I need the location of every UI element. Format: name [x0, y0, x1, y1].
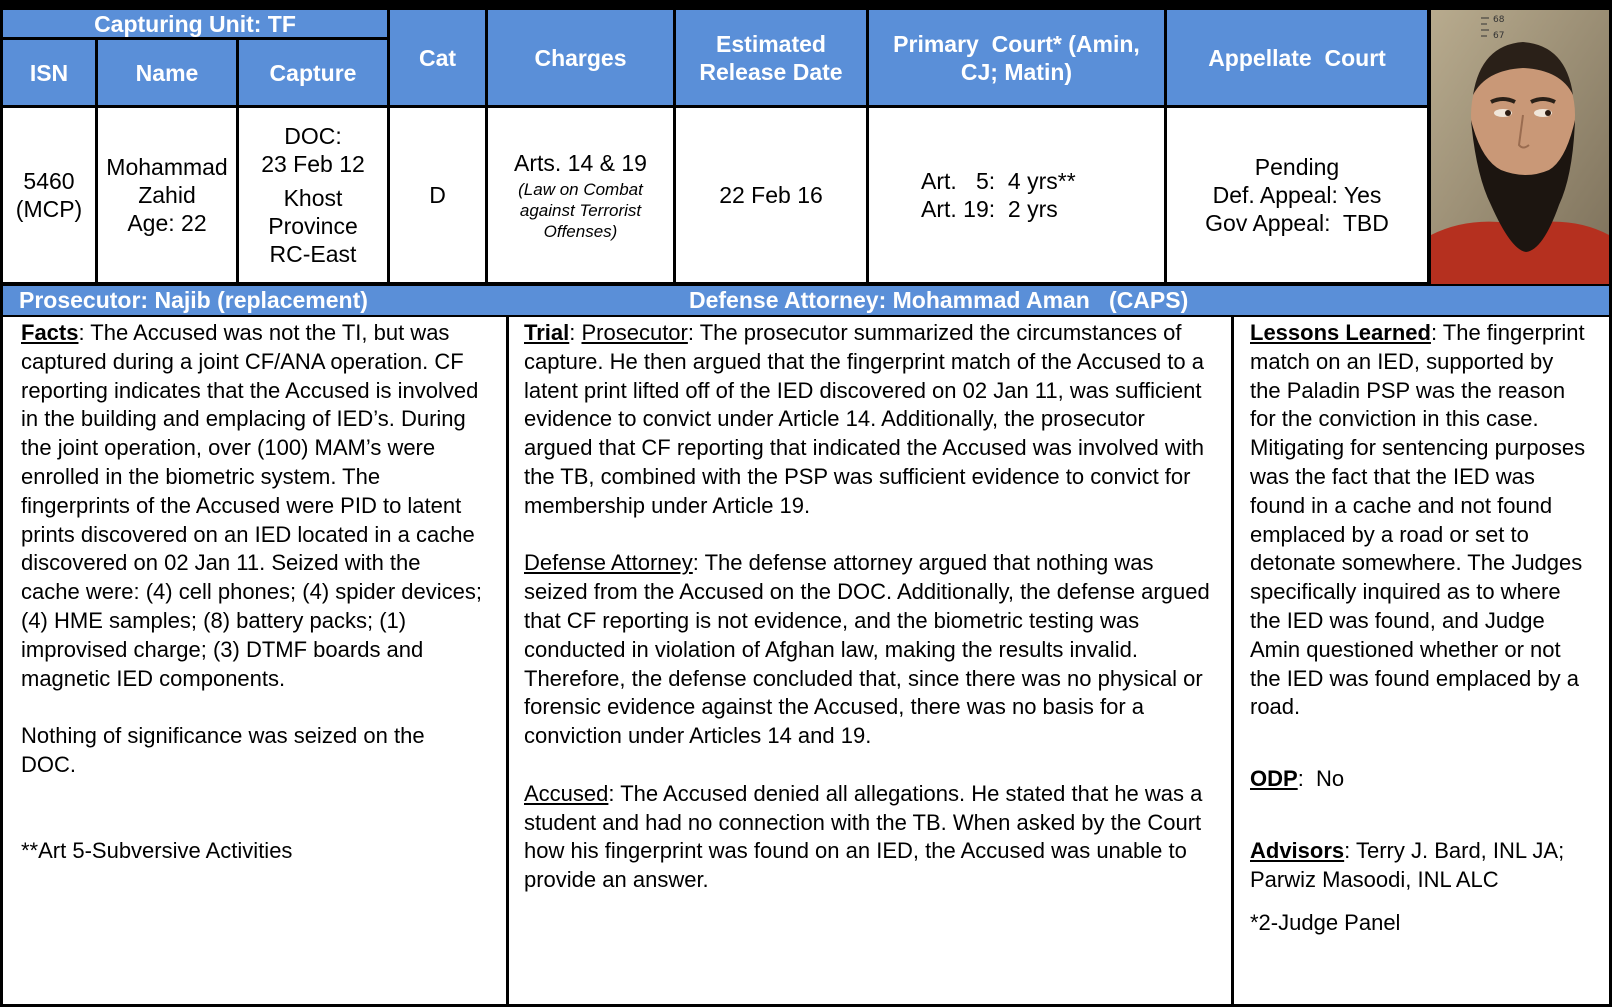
appellate-header-label: Appellate Court: [1208, 44, 1386, 71]
release-date-cell: [676, 108, 866, 282]
detainee-photo: [1431, 10, 1609, 284]
advisors-label: Advisors: [1250, 837, 1345, 863]
defense-attorney-name: Defense Attorney: Mohammad Aman (CAPS): [689, 287, 1189, 313]
release-date-header: [676, 10, 866, 105]
cat-cell: [390, 108, 485, 282]
cat-header-label: Cat: [418, 44, 457, 71]
odp-line: [1250, 765, 1589, 794]
trial-separator: :: [569, 320, 582, 345]
trial-prosecutor-paragraph: [524, 319, 1211, 521]
prosecutor-name: Prosecutor: Najib (replacement): [19, 287, 368, 313]
defense-argument: : The defense attorney argued that nothing was seized from the Accused on the DOC. Additionally, the defense argued that CF reporting is not evidence, and the biometric testing was conducted in violation of Afghan law, making the results invalid. Therefore, the defense concluded that, since there was no physical or forensic evidence against the Accused, there was no basis for a conviction under Articles 14 and 19.: [524, 550, 1210, 749]
detainee-age: Age: 22: [127, 210, 207, 236]
facts-text: : The Accused was not the TI, but was captured during a joint CF/ANA operation. CF reporting indicates that the Accused is involved in the building and emplacing of IED’s. During the joint operation, over (100) MAM’s were enrolled in the biometric system. The fingerprints of the Accused were PID to latent prints discovered on an IED located in a cache discovered on 02 Jan 11. Seized with the cache were: (4) cell phones; (4) spider devices; (4) HME samples; (8) battery packs; (1) improvised charge; (3) DTMF boards and magnetic IED components.: [21, 320, 482, 691]
charges-cell: [488, 108, 673, 282]
charges-law-line1: (Law on Combat: [518, 179, 643, 199]
charges-law-line2: against Terrorist: [519, 200, 642, 220]
detainee-last-name: Zahid: [138, 182, 196, 208]
release-date-value: 22 Feb 16: [719, 182, 823, 208]
charges-header: [488, 10, 673, 105]
primary-court-cell: [869, 108, 1164, 282]
charges-law-line3: Offenses): [543, 221, 618, 241]
isn-header-label: ISN: [29, 59, 69, 86]
detainee-photo-image: [1431, 10, 1609, 284]
appellate-status: Pending: [1254, 154, 1340, 180]
isn-cell: [3, 108, 95, 282]
capture-header: [239, 40, 387, 105]
capture-doc-label: DOC:: [284, 123, 342, 149]
detainee-first-name: Mohammad: [106, 154, 228, 180]
name-header: [98, 40, 236, 105]
facts-nothing-seized: Nothing of significance was seized on the DOC.: [21, 723, 425, 777]
judge-panel-note: *2-Judge Panel: [1250, 909, 1401, 935]
facts-paragraph: [21, 319, 484, 693]
charges-header-label: Charges: [534, 44, 627, 71]
primary-header-line1: Primary Court* (Amin,: [893, 30, 1140, 57]
trial-defense-paragraph: [524, 549, 1211, 751]
advisors-names: : Terry J. Bard, INL JA; Parwiz Masoodi, INL ALC: [1250, 837, 1565, 892]
facts-panel: [3, 317, 506, 1004]
advisors-paragraph: [1250, 837, 1589, 895]
capture-province: Province: [268, 213, 358, 239]
ruler-mark-67: 67: [1493, 31, 1505, 41]
cat-value: D: [429, 182, 446, 208]
sentence-art5: Art. 5: 4 yrs**: [921, 168, 1076, 194]
accused-label: Accused: [524, 780, 609, 806]
lessons-panel: [1234, 317, 1609, 1004]
trial-accused-paragraph: [524, 780, 1211, 895]
isn-value: 5460: [23, 168, 75, 194]
trial-panel: [509, 317, 1231, 1004]
release-header-line2: Release Date: [699, 58, 843, 85]
prosecutor-label: Prosecutor: [581, 320, 688, 345]
trial-label: Trial: [524, 320, 570, 345]
prosecutor-argument: : The prosecutor summarized the circumstances of capture. He then argued that the fingerprint match of the Accused to a latent print lifted off of the IED discovered on 02 Jan 11, was sufficient evidence to convict under Article 14. Additionally, the prosecutor argued that CF reporting that indicated the Accused was involved with the TB, combined with the PSP was sufficient evidence to convict for membership under Article 19.: [524, 320, 1204, 518]
capturing-unit-label: Capturing Unit: TF: [94, 10, 296, 37]
defense-appeal: Def. Appeal: Yes: [1212, 182, 1382, 208]
capture-place: Khost: [283, 185, 343, 211]
isn-header: [3, 40, 95, 105]
primary-court-header: [869, 10, 1164, 105]
facts-label: Facts: [21, 320, 79, 345]
appellate-court-header: [1167, 10, 1427, 105]
defense-attorney-label: Defense Attorney: [524, 550, 693, 576]
gov-appeal: Gov Appeal: TBD: [1205, 210, 1389, 236]
capture-date: 23 Feb 12: [261, 151, 365, 177]
primary-header-line2: CJ; Matin): [960, 58, 1073, 85]
sentence-art19: Art. 19: 2 yrs: [921, 196, 1058, 222]
odp-value: : No: [1297, 766, 1345, 792]
ruler-mark-68: 68: [1493, 15, 1505, 25]
capturing-unit-header: [3, 10, 387, 37]
capture-cell: [239, 108, 387, 282]
odp-label: ODP: [1250, 766, 1298, 792]
facts-footnote: **Art 5-Subversive Activities: [21, 838, 293, 864]
lessons-learned-label: Lessons Learned: [1250, 320, 1431, 345]
name-cell: [98, 108, 236, 282]
appellate-court-cell: [1167, 108, 1427, 282]
cat-header: [390, 10, 485, 105]
charges-articles: Arts. 14 & 19: [514, 149, 647, 176]
isn-suffix: (MCP): [15, 196, 83, 222]
lessons-paragraph: [1250, 319, 1589, 722]
accused-statement: : The Accused denied all allegations. He stated that he was a student and had no connection with the TB. When asked by the Court how his fingerprint was found on an IED, the Accused was unable to provide an answer.: [524, 780, 1203, 893]
attorney-bar: [3, 286, 1609, 315]
capture-header-label: Capture: [269, 59, 357, 86]
capture-region: RC-East: [269, 241, 357, 267]
lessons-learned-text: : The fingerprint match on an IED, supported by the Paladin PSP was the reason for the conviction in this case. Mitigating for sentencing purposes was the fact that the IED was found in a cache and not found emplaced by a road or set to detonate somewhere. The Judges specifically inquired as to where the IED was found, and Judge Amin questioned whether or not the IED was found emplaced by a road.: [1250, 320, 1586, 720]
name-header-label: Name: [135, 59, 199, 86]
release-header-line1: Estimated: [716, 30, 826, 57]
